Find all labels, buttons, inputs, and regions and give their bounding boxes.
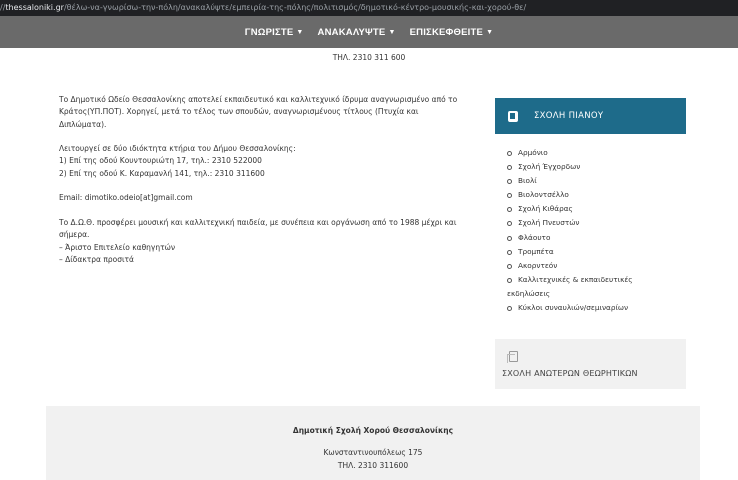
nav-item-label: ΑΝΑΚΑΛΥΨΤΕ [317, 26, 386, 38]
text-line: 1) Επί της οδού Κουντουριώτη 17, τηλ.: 2310 522000 [59, 156, 262, 166]
nav-item-label: ΓΝΩΡΙΣΤΕ [244, 26, 294, 38]
sidebar [495, 98, 686, 378]
text-line: Κράτος(ΥΠ.ΠΟΤ). Χορηγεί, μετά το τέλος των σπουδών, αναγνωρισμένους τίτλους (Πτυχία και [59, 107, 419, 117]
text-line: – Δίδακτρα προσιτά [59, 254, 134, 264]
list-item[interactable]: Βιολί [507, 174, 686, 188]
text-line: Το Δημοτικό Ωδείο Θεσσαλονίκης αποτελεί εκπαιδευτικό και καλλιτεχνικό ίδρυμα αναγνωρισμένο από το [59, 95, 458, 104]
list-item-line: Καλλιτεχνικές & εκπαιδευτικές [518, 274, 633, 284]
list-item[interactable]: Σχολή Πνευστών [507, 216, 686, 230]
list-item[interactable]: Σχολή Έγχορδων [507, 160, 686, 174]
list-item[interactable]: Βιολοντσέλλο [507, 188, 686, 202]
school-list [495, 146, 686, 315]
document-icon [509, 351, 518, 362]
dance-school-address: Κωνσταντινουπόλεως 175 [323, 448, 423, 457]
list-item[interactable]: Τρομπέτα [507, 245, 686, 259]
dance-school-footer [46, 406, 700, 480]
dance-school-name: Δημοτική Σχολή Χορού Θεσσαλονίκης [292, 426, 454, 435]
list-item[interactable]: Ακορντεόν [507, 259, 686, 273]
book-icon [508, 111, 518, 122]
email-text: Email: dimotiko.odeio[at]gmail.com [59, 193, 193, 203]
list-item[interactable]: Σχολή Κιθάρας [507, 202, 686, 216]
list-item[interactable]: Αρμόνιο [507, 146, 686, 160]
nav-item-label: ΕΠΙΣΚΕΦΘΕΙΤΕ [409, 26, 484, 38]
chevron-down-icon: ▼ [296, 28, 304, 36]
list-item[interactable]: Φλάουτο [507, 231, 686, 245]
text-line: Διπλώματα). [59, 119, 107, 129]
chevron-down-icon: ▼ [486, 28, 494, 36]
theory-school-box[interactable] [495, 339, 686, 389]
email-paragraph [59, 192, 471, 204]
text-line: Το Δ.Ω.Θ. προσφέρει μουσική και καλλιτεχνική παιδεία, με συνέπεια και οργάνωση από το 1988 μέχρι και [59, 217, 457, 227]
text-line: σήμερα. [59, 230, 90, 240]
url-host: thessaloniki.gr [5, 3, 64, 12]
top-telephone: ΤΗΛ. 2310 311 600 [332, 53, 406, 62]
list-item-events[interactable] [507, 273, 686, 301]
url-prefix: // [0, 3, 6, 12]
offer-paragraph [59, 217, 471, 266]
text-line: – Άριστο Επιτελείο καθηγητών [59, 242, 176, 252]
nav-item-gnoriste[interactable] [245, 27, 304, 38]
chevron-down-icon: ▼ [388, 28, 396, 36]
intro-paragraph [59, 94, 471, 131]
main-navigation [0, 16, 738, 48]
buildings-paragraph [59, 143, 471, 180]
dance-school-telephone: ΤΗΛ. 2310 311600 [337, 461, 409, 470]
piano-school-header[interactable] [495, 98, 686, 134]
text-line: Λειτουργεί σε δύο ιδιόκτητα κτήρια του Δήμου Θεσσαλονίκης: [59, 144, 296, 154]
text-line: 2) Επί της οδού Κ. Καραμανλή 141, τηλ.: 2310 311600 [59, 168, 265, 178]
url-path: /θέλω-να-γνωρίσω-την-πόλη/ανακαλύψτε/εμπειρία-της-πόλης/πολιτισμός/δημοτικό-κέντρο-μουσικής-και-χορού-θε/ [63, 3, 527, 12]
list-item[interactable]: Κύκλοι συναυλιών/σεμιναρίων [507, 301, 686, 315]
list-item-line: εκδηλώσεις [507, 288, 551, 298]
theory-school-title: ΣΧΟΛΗ ΑΝΩΤΕΡΩΝ ΘΕΩΡΗΤΙΚΩΝ [502, 369, 638, 378]
nav-item-episkeftheite[interactable] [410, 27, 494, 38]
main-content [59, 94, 471, 278]
nav-item-anakalypte[interactable] [318, 27, 396, 38]
browser-url-bar[interactable] [0, 0, 738, 16]
piano-school-title: ΣΧΟΛΗ ΠΙΑΝΟΥ [534, 111, 604, 121]
